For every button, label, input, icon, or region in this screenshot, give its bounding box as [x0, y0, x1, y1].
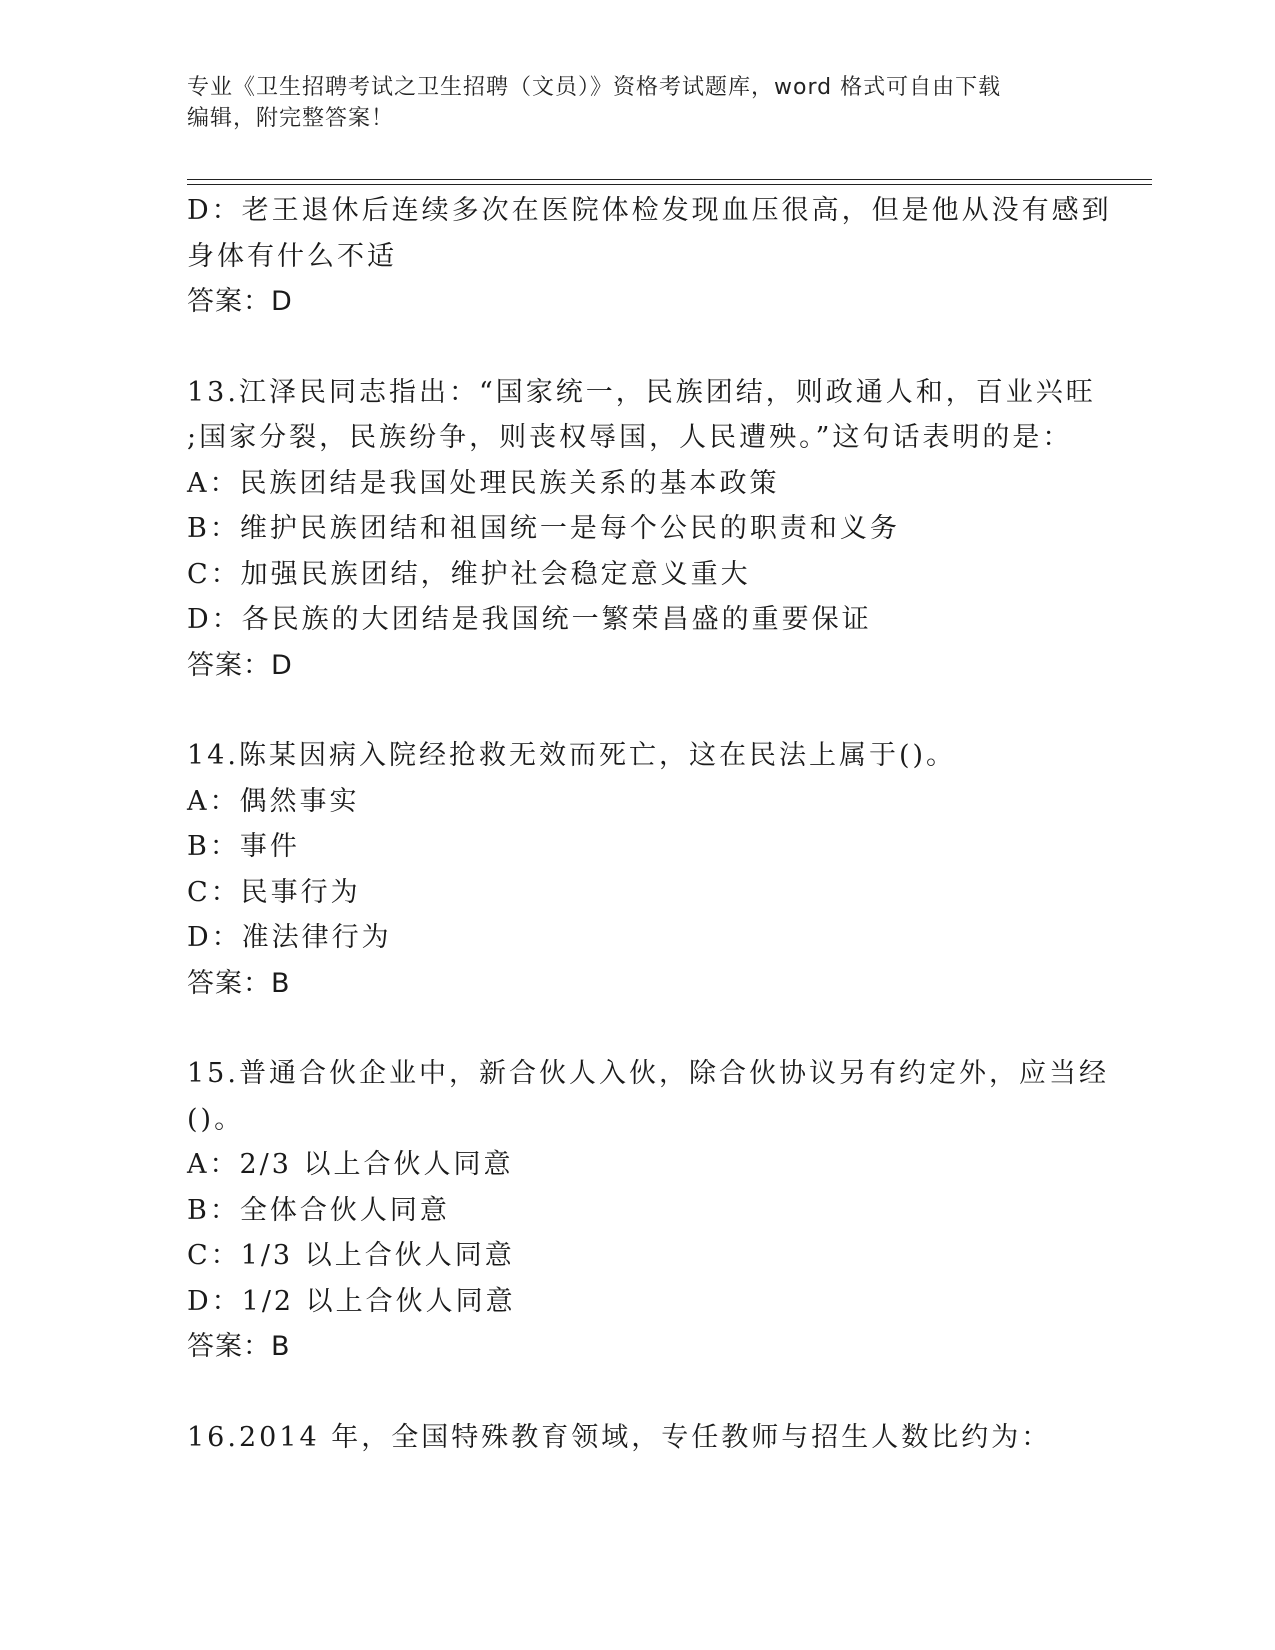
option-c: C：1/3 以上合伙人同意 — [187, 1240, 515, 1271]
option-a: A：2/3 以上合伙人同意 — [187, 1149, 514, 1180]
answer-line: 答案：D — [187, 286, 293, 317]
answer-line: 答案：B — [187, 967, 291, 999]
option-a: A：民族团结是我国处理民族关系的基本政策 — [187, 467, 780, 499]
question-12-tail — [187, 188, 1112, 325]
header-divider-bottom — [187, 184, 1152, 185]
spacer — [187, 325, 1087, 370]
option-b: B：事件 — [187, 831, 300, 862]
question-15 — [187, 1051, 1109, 1370]
option-d: D：老王退休后连续多次在医院体检发现血压很高，但是他从没有感到 — [187, 195, 1112, 226]
header-line-1: 专业《卫生招聘考试之卫生招聘（文员）》资格考试题库，word 格式可自由下载 — [187, 75, 1002, 100]
question-stem: 14.陈某因病入院经抢救无效而死亡，这在民法上属于()。 — [187, 740, 957, 771]
option-b: B：全体合伙人同意 — [187, 1194, 450, 1226]
option-d: D：准法律行为 — [187, 922, 392, 953]
question-list — [187, 188, 1112, 1460]
question-stem-continued: ()。 — [187, 1103, 245, 1135]
option-c: C：民事行为 — [187, 876, 361, 908]
question-13 — [187, 370, 1096, 689]
option-c: C：加强民族团结，维护社会稳定意义重大 — [187, 558, 751, 590]
question-stem: 13.江泽民同志指出：“国家统一，民族团结，则政通人和，百业兴旺 — [187, 376, 1096, 408]
document-header — [187, 72, 1067, 134]
option-d: D：1/2 以上合伙人同意 — [187, 1285, 516, 1317]
answer-line: 答案：D — [187, 649, 293, 681]
answer-line: 答案：B — [187, 1331, 291, 1362]
header-divider-top — [187, 179, 1152, 180]
option-d: D：各民族的大团结是我国统一繁荣昌盛的重要保证 — [187, 604, 872, 635]
option-d-continued: 身体有什么不适 — [187, 240, 397, 272]
option-b: B：维护民族团结和祖国统一是每个公民的职责和义务 — [187, 513, 900, 544]
spacer — [187, 1006, 1087, 1051]
option-a: A：偶然事实 — [187, 785, 360, 817]
question-stem: 15.普通合伙企业中，新合伙人入伙，除合伙协议另有约定外，应当经 — [187, 1058, 1109, 1089]
question-16 — [187, 1415, 1087, 1461]
question-stem: 16.2014 年，全国特殊教育领域，专任教师与招生人数比约为： — [187, 1421, 1052, 1453]
question-14 — [187, 733, 1087, 1006]
header-line-2: 编辑，附完整答案！ — [187, 106, 395, 131]
spacer — [187, 1370, 1087, 1415]
spacer — [187, 688, 1087, 733]
question-stem-continued: ;国家分裂，民族纷争，则丧权辱国，人民遭殃。”这句话表明的是： — [187, 422, 1073, 453]
